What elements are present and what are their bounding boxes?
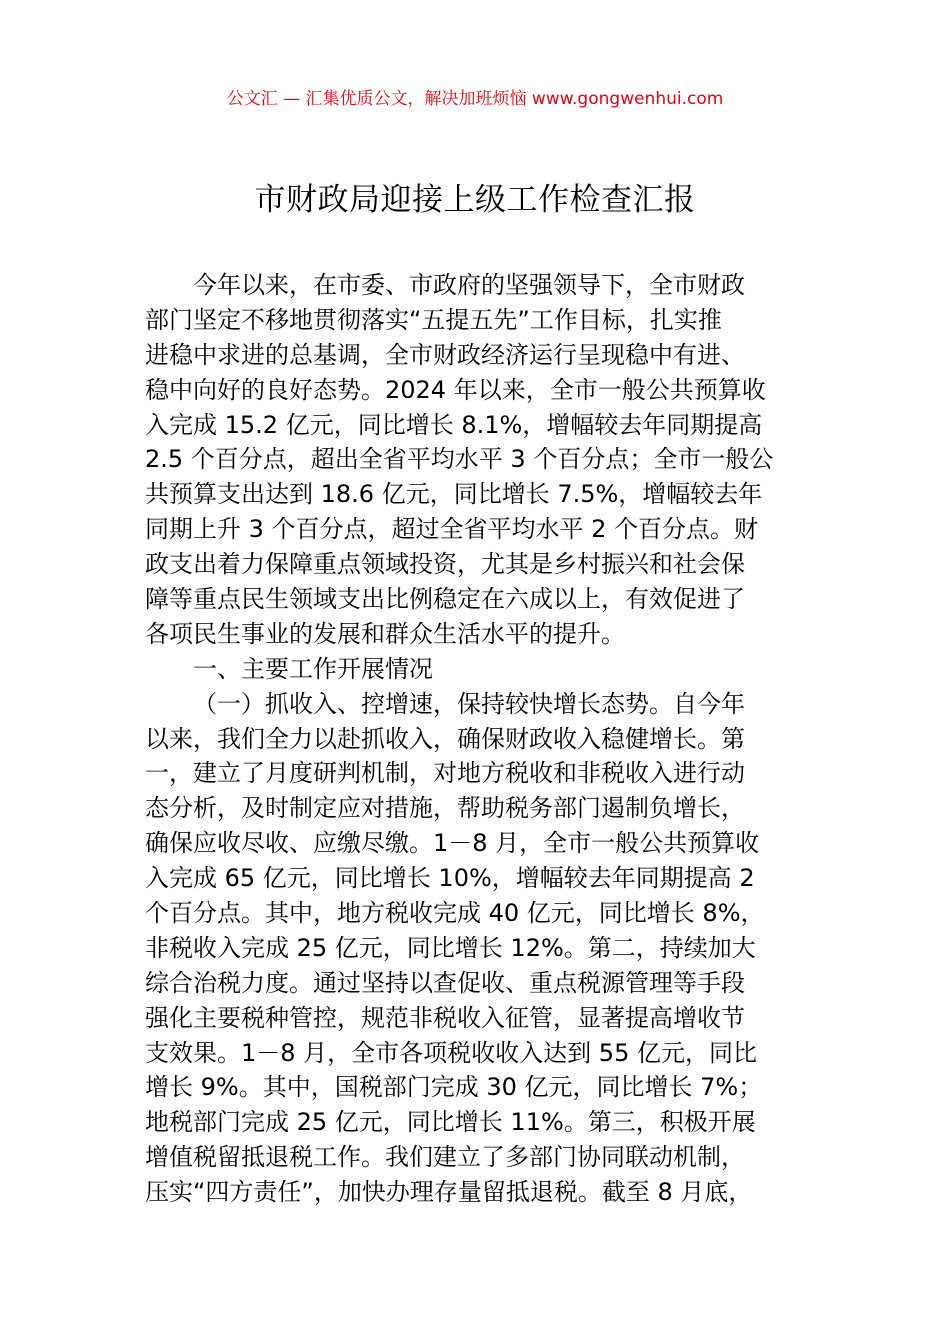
body-line: 确保应收尽收、应缴尽缴。1－8 月，全市一般公共预算收 [145, 829, 760, 858]
body-line: 综合治税力度。通过坚持以查促收、重点税源管理等手段 [145, 968, 745, 997]
body-line: 障等重点民生领域支出比例稳定在六成以上，有效促进了 [145, 585, 745, 614]
body-line: 地税部门完成 25 亿元，同比增长 11%。第三，积极开展 [145, 1108, 756, 1137]
body-line: 同期上升 3 个百分点，超过全省平均水平 2 个百分点。财 [145, 515, 759, 544]
section-heading: 一、主要工作开展情况 [193, 654, 433, 683]
body-line: 入完成 65 亿元，同比增长 10%，增幅较去年同期提高 2 [145, 864, 755, 893]
document-title: 市财政局迎接上级工作检查汇报 [254, 182, 696, 218]
body-line: 共预算支出达到 18.6 亿元，同比增长 7.5%，增幅较去年 [145, 480, 763, 509]
body-line: 政支出着力保障重点领域投资，尤其是乡村振兴和社会保 [145, 550, 745, 579]
subsection-line: （一）抓收入、控增速，保持较快增长态势。自今年 [193, 689, 745, 718]
body-line: 个百分点。其中，地方税收完成 40 亿元，同比增长 8%， [145, 899, 765, 928]
body-line: 稳中向好的良好态势。2024 年以来，全市一般公共预算收 [145, 375, 766, 404]
body-line: 态分析，及时制定应对措施，帮助税务部门遏制负增长， [145, 794, 745, 823]
body-line: 以来，我们全力以赴抓收入，确保财政收入稳健增长。第 [145, 724, 745, 753]
body-line: 一，建立了月度研判机制，对地方税收和非税收入进行动 [145, 759, 745, 788]
body-line: 支效果。1－8 月，全市各项税收收入达到 55 亿元，同比 [145, 1038, 757, 1067]
body-line: 进稳中求进的总基调，全市财政经济运行呈现稳中有进、 [145, 340, 745, 369]
document-body [145, 268, 825, 1210]
header-link[interactable]: 公文汇 — 汇集优质公文，解决加班烦恼 www.gongwenhui.com [226, 89, 724, 109]
body-line: 入完成 15.2 亿元，同比增长 8.1%，增幅较去年同期提高 [145, 410, 763, 439]
body-line: 增长 9%。其中，国税部门完成 30 亿元，同比增长 7%； [145, 1073, 763, 1102]
body-line: 部门坚定不移地贯彻落实“五提五先”工作目标，扎实推 [145, 305, 722, 334]
body-line: 各项民生事业的发展和群众生活水平的提升。 [145, 619, 625, 648]
body-line: 增值税留抵退税工作。我们建立了多部门协同联动机制， [145, 1143, 745, 1172]
body-line: 压实“四方责任”，加快办理存量留抵退税。截至 8 月底， [145, 1178, 753, 1207]
body-line: 强化主要税种管控，规范非税收入征管，显著提高增收节 [145, 1003, 745, 1032]
body-line: 今年以来，在市委、市政府的坚强领导下，全市财政 [193, 271, 745, 299]
body-line: 非税收入完成 25 亿元，同比增长 12%。第二，持续加大 [145, 933, 756, 962]
body-line: 2.5 个百分点，超出全省平均水平 3 个百分点；全市一般公 [145, 445, 774, 474]
